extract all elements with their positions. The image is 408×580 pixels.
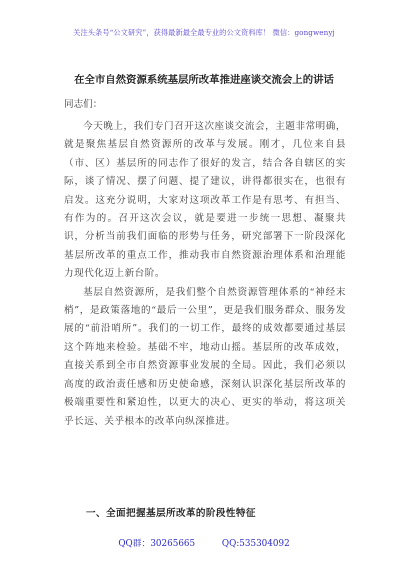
footer-qq-group: QQ群：30265665: [118, 539, 196, 549]
paragraph: 今天晚上，我们专门召开这次座谈交流会，主题非常明确，就是聚焦基层自然资源所的改革与发展。刚才，几位来自县（市、区）基层所的同志作了很好的发言，结合各自辖区的实际，谈了情况、摆了问题、提了建议，讲得都很实在，也很有启发。这充分说明，大家对这项改革工作是有思考、有担当、有作为的。召开这次会议，就是要进一步统一思想、凝聚共识，分析当前我们面临的形势与任务，研究部署下一阶段深化基层所改革的重点工作，推动我市自然资源治理体系和治理能力现代化迈上新台阶。: [64, 121, 346, 280]
document-title: 在全市自然资源系统基层所改革推进座谈交流会上的讲话: [74, 74, 334, 86]
section-heading: 一、全面把握基层所改革的阶段性特征: [86, 508, 256, 519]
footer-qq: QQ:535304092: [221, 539, 290, 549]
document-body: [64, 118, 346, 431]
footer: [0, 536, 408, 549]
salutation: 同志们：: [64, 99, 103, 110]
header-banner: 关注头条号“公文研究”，获得最新最全最专业的公文资料库！ 微信：gongwenyj: [73, 28, 335, 37]
paragraph: 基层自然资源所，是我们整个自然资源管理体系的“神经末梢”，是政策落地的“最后一公里”，更是我们服务群众、服务发展的“前沿哨所”。我们的一切工作，最终的成效都要通过基层这个阵地来检验。基础不牢，地动山摇。基层所的改革成效，直接关系到全市自然资源事业发展的全局。因此，我们必须以高度的政治责任感和历史使命感，深刻认识深化基层所改革的极端重要性和紧迫性，以更大的决心、更实的举动，将这项关乎长远、关乎根本的改革向纵深推进。: [64, 286, 346, 427]
